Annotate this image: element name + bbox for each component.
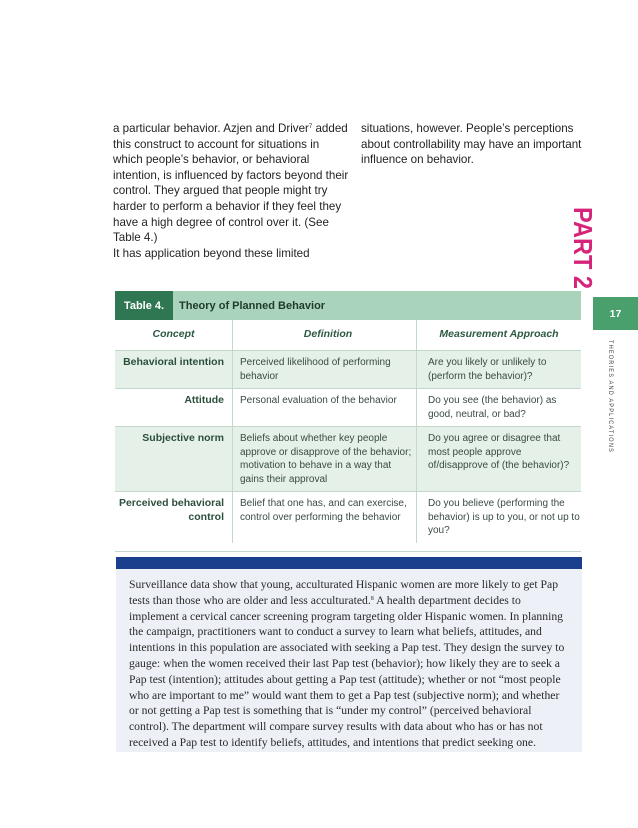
- column-header-measurement: Measurement Approach: [416, 320, 581, 350]
- footnote-ref: 7: [308, 124, 313, 130]
- part-label: [568, 205, 638, 298]
- right-paragraph: situations, however. People’s perceptions about controllability may have an important influence on behavior.: [361, 122, 582, 167]
- left-text-rest: added this construct to account for situations in which people’s behavior, or behavioral intention, is influenced by factors beyond their control. They argued that people might try harder to perform a behavior if they feel they have a high degree of control over it. (See Table 4.): [113, 122, 349, 245]
- example-header-bar: [116, 557, 582, 569]
- measurement-cell: Do you agree or disagree that most people approve of/disapprove of (the behavior)?: [416, 427, 581, 491]
- left-paragraph-continue: It has application beyond these limited: [113, 246, 310, 260]
- definition-cell: Personal evaluation of the behavior: [232, 389, 416, 426]
- theory-table: [115, 291, 581, 552]
- left-text-start: a particular behavior. Azjen and Driver: [113, 122, 309, 135]
- concept-cell: Attitude: [184, 394, 224, 406]
- body-text-right: [361, 121, 583, 168]
- definition-cell: Beliefs about whether key people approve or disapprove of the behavior; motivation to behave in a way that gains their approval: [232, 427, 416, 491]
- table-header: [115, 291, 581, 320]
- table-row: [115, 492, 581, 552]
- example-box: [116, 569, 582, 752]
- example-text-rest: A health department decides to implement a cervical cancer screening program targeting older Hispanic women. In planning the campaign, practitioners want to conduct a survey to learn what beliefs, attitudes, and intentions in this population are associated with seeking a Pap test. They design the survey to gauge: when the women received their last Pap test (behavior); how likely they are to seek a Pap test (intention); attitudes about getting a Pap test (attitude); whether or not “most people who are important to me” would want them to get a Pap test (subjective norm); and whether or not getting a Pap test is something that is “under my control” (perceived behavioral control). The department will compare survey results with data about who has or has not received a Pap test to identify beliefs, attitudes, and intentions that predict seeking one.: [129, 593, 565, 749]
- table-column-headers: [115, 320, 581, 351]
- page-number: 17: [609, 307, 622, 320]
- measurement-cell: Are you likely or unlikely to (perform the behavior)?: [416, 351, 581, 388]
- concept-cell: Perceived behavioral control: [118, 497, 224, 523]
- table-number: Table 4.: [115, 291, 173, 320]
- column-header-concept: Concept: [152, 328, 195, 341]
- table-row: [115, 351, 581, 389]
- section-label-text: THEORIES AND APPLICATIONS: [607, 340, 614, 474]
- page-number-box: [593, 297, 638, 330]
- measurement-cell: Do you believe (performing the behavior) is up to you, or not up to you?: [416, 492, 581, 543]
- concept-cell: Behavioral intention: [115, 351, 232, 388]
- part-label-text: PART 2: [568, 207, 598, 298]
- definition-cell: Belief that one has, and can exercise, control over performing the behavior: [232, 492, 416, 543]
- section-label: [607, 340, 624, 474]
- concept-cell: Subjective norm: [115, 427, 232, 491]
- definition-cell: Perceived likelihood of performing behavior: [232, 351, 416, 388]
- column-header-definition: Definition: [232, 320, 416, 350]
- example-footnote-ref: 8: [370, 595, 374, 602]
- example-text-start: Surveillance data show that young, acculturated Hispanic women are more likely to get Pap tests than those who are older and less acculturated.: [129, 578, 559, 607]
- table-row: [115, 427, 581, 492]
- body-text-left: [113, 121, 351, 261]
- table-row: [115, 389, 581, 427]
- table-title: Theory of Planned Behavior: [179, 299, 326, 312]
- measurement-cell: Do you see (the behavior) as good, neutral, or bad?: [416, 389, 581, 426]
- left-paragraph: [113, 121, 351, 246]
